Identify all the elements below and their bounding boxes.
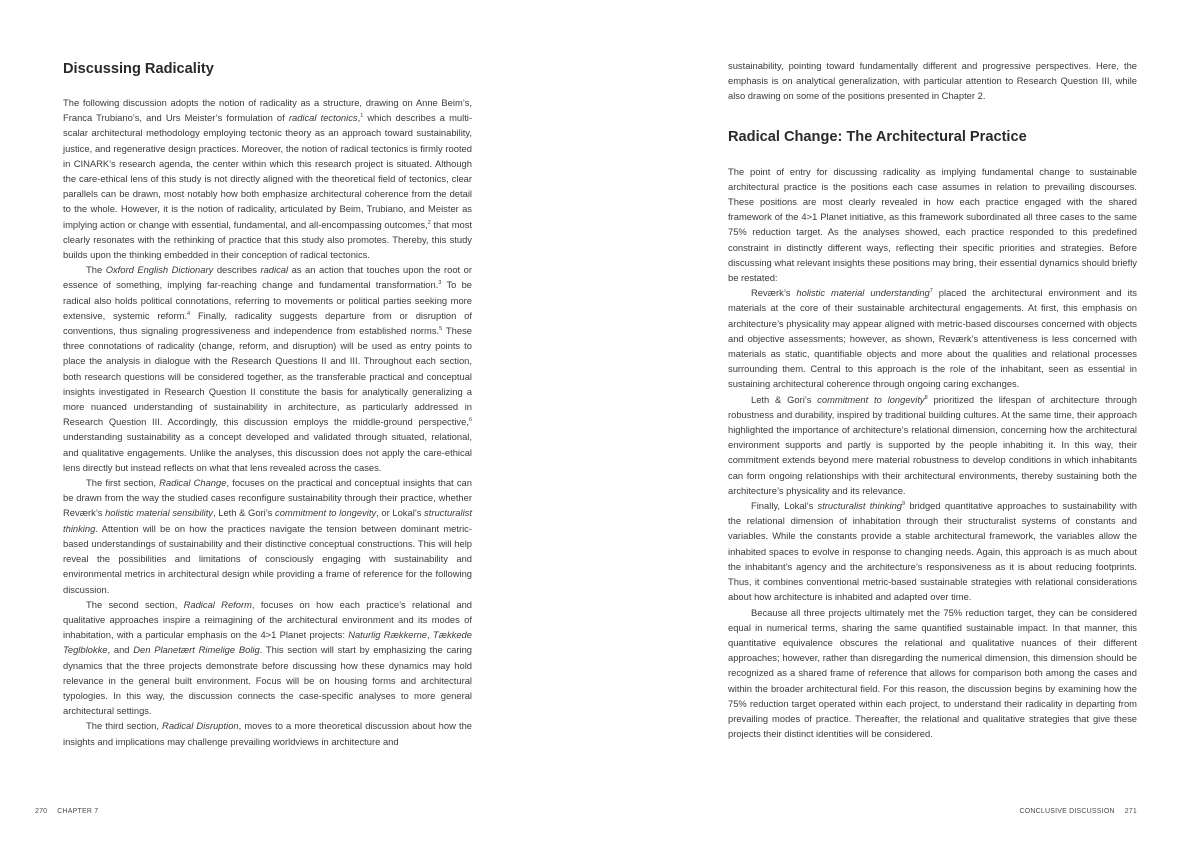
page-number-left: 270 <box>35 808 48 815</box>
italic-term: Den Planetært Rimelige Bolig <box>133 644 260 656</box>
left-footer <box>35 808 98 815</box>
text-run: Finally, radicality suggests departure from or disruption of conventions, thus signaling progressiveness and independence from established norms. <box>63 309 472 337</box>
text-run: , <box>427 629 433 641</box>
footnote-marker: 2 <box>427 219 431 226</box>
text-run: Because all three projects ultimately met the 75% reduction target, they can be considered equal in numerical terms, sharing the same quantified sustainable impact. In that manner, this quantitative equivalence obscures the relational and qualitative nuances of their different approaches; however, rather than disregarding the numerical dimension, this dimension should be recognized as a shared frame of reference that allows for comparison both among the cases and within the broader architectural field. For this reason, the discussion begins by examining how the 75% reduction target operated within each project, to understand their radicality in departing from prevailing modes of practice. Thereafter, the relational and qualitative strategies that give these projects their distinct identities will be considered. <box>728 606 1137 740</box>
text-run: The point of entry for discussing radicality as implying fundamental change to sustainable architectural practice is the positions each case assumes in relation to prevailing discourses. These positions are most clearly revealed in how each practice engaged with the shared framework of the 4>1 Planet initiative, as this framework subordinated all three cases to the same 75% reduction target. As the analyses showed, each practice responded to this predefined constraint in distinctly different ways, reflecting their specific priorities and strategies. Before discussing what relevant insights these positions may bring, their essential dynamics should briefly be restated: <box>728 165 1137 284</box>
section-heading-discussing-radicality: Discussing Radicality <box>63 61 214 77</box>
body-paragraph <box>63 262 472 475</box>
text-run: bridged quantitative approaches to sustainability with the relational dimension of inhabitation through their structuralist systems of constants and variables. While the constants provide a stable architectural framework, the variables allow the inhabited spaces to evolve in response to changing needs. Again, this approach is as much about the inhabitant’s agency and the architecture’s responsiveness as it is about reducing footprints. Thus, it combines conventional metric-based sustainable strategies with relational considerations about how architecture is inhabited and adapted over time. <box>728 500 1137 603</box>
text-run: , moves to a more theoretical discussion about how the insights and implications may challenge prevailing worldviews in architecture and <box>63 720 472 747</box>
footnote-marker: 5 <box>439 325 443 332</box>
italic-term: Naturlig Rækkerne <box>348 629 428 641</box>
left-body-text <box>63 95 472 749</box>
footnote-marker: 7 <box>929 288 933 295</box>
body-paragraph <box>728 498 1137 604</box>
text-run: The following discussion adopts the notion of radicality as a structure, drawing on Anne Beim’s, Franca Trubiano’s, and Urs Meister’s formulation of <box>63 97 472 124</box>
italic-term: holistic material sensibility <box>105 507 213 519</box>
body-paragraph <box>63 95 472 262</box>
text-run: understanding sustainability as a concept developed and validated through situated, relational, and qualitative engagements. Unlike the analyses, this discussion does not apply the care-ethical lens directly but instead reflects on what that lens revealed across the cases. <box>63 431 472 473</box>
text-run: These three connotations of radicality (change, reform, and disruption) will be used as entry points to place the analysis in dialogue with the Research Questions II and III. Throughout each section, both research questions will be considered together, as the transferable practical and conceptual insights investigated in Research Question II constitute the basis for analytically generalizing a more nuanced understanding of sustainability in architecture, as particularly addressed in Research Question III. Accordingly, this discussion employs the middle-ground perspective, <box>63 325 472 428</box>
italic-term: radical <box>260 264 289 276</box>
body-paragraph <box>63 597 472 719</box>
text-run: sustainability, pointing toward fundamentally different and progressive perspectives. Here, the emphasis is on analytical generalization, with particular attention to Research Question III, while also drawing on some of the positions presented in Chapter 2. <box>728 60 1137 102</box>
body-paragraph <box>728 164 1137 286</box>
footnote-marker: 4 <box>187 310 191 317</box>
text-run: prioritized the lifespan of architecture through robustness and durability, inspired by traditional building cultures. At the same time, their approach highlighted the importance of architecture’s relational dimension, concerning how the architectural environment supports and partly is supported by the people inhabiting it. In this way, their commitment extends beyond mere material robustness to develop conditions in which inhabitants can form ongoing relationships with their architectural environments, thereby sustaining both the architecture’s physicality and its relevance. <box>728 393 1137 496</box>
italic-term: Radical Change <box>159 477 227 489</box>
right-column <box>728 58 1137 741</box>
section-heading-radical-change: Radical Change: The Architectural Practice <box>728 128 1027 145</box>
text-run: Reværk’s <box>751 287 797 299</box>
text-run: The <box>86 264 106 276</box>
italic-term: Tækkede Teglblokke <box>63 629 472 656</box>
text-run: that most clearly resonates with the rethinking of practice that this study also promotes. Thereby, this study builds upon the thinking embedded in their conception of radical tectonics. <box>63 218 473 261</box>
text-run: The second section, <box>86 598 184 610</box>
footnote-marker: 9 <box>902 500 906 507</box>
text-run: Finally, Lokal’s <box>751 500 818 512</box>
body-paragraph <box>63 475 472 597</box>
text-run: , or Lokal’s <box>376 507 425 519</box>
running-footer-chapter: CHAPTER 7 <box>57 808 99 815</box>
text-run: describes <box>213 264 261 276</box>
text-run: . Attention will be on how the practices navigate the tension between dominant metric-based understandings of sustainability and their distinctive conceptual constructions. This will help reveal the possibilities and limitations of consciously engaging with sustainability and environmental metrics in architectural design while providing a frame of reference for the following discussion. <box>63 522 472 595</box>
footnote-marker: 3 <box>438 280 442 287</box>
footnote-marker: 8 <box>924 394 928 401</box>
right-body-text <box>728 164 1137 742</box>
text-run: placed the architectural environment and its materials at the core of their sustainable architectural engagements. At first, this emphasis on architecture’s physicality may appear aligned with metric-based discourses concerned with objects and objective assessments; however, as shown, Reværk’s attentiveness is less concerned with materials as static, quantifiable objects and more about the qualities and relational processes surrounding them. Central to this approach is the role of the inhabitant, seen as essential in sustaining architectural coherence through ongoing caring exchanges. <box>728 287 1137 390</box>
text-run: as an action that touches upon the root or essence of something, implying far-reaching change and fundamental transformation. <box>63 264 472 291</box>
right-continued-text <box>728 58 1137 104</box>
body-paragraph <box>728 392 1137 498</box>
text-run: Leth & Gori’s <box>751 393 818 405</box>
text-run: , Leth & Gori’s <box>213 507 275 519</box>
italic-term: structuralist thinking <box>63 507 472 534</box>
footnote-marker: 1 <box>360 113 364 120</box>
italic-term: structuralist thinking <box>817 500 903 512</box>
text-run: The first section, <box>86 477 160 489</box>
left-column <box>63 58 472 749</box>
italic-term: commitment to longevity <box>275 507 377 519</box>
right-page <box>600 0 1200 849</box>
text-run: The third section, <box>86 720 163 732</box>
page-number-right: 271 <box>1124 808 1137 815</box>
text-run: , focuses on the practical and conceptual insights that can be drawn from the way the studied cases reconfigure sustainability through their practice, whether Reværk’s <box>63 477 472 519</box>
footnote-marker: 6 <box>468 417 472 424</box>
italic-term: holistic material understanding <box>796 287 930 299</box>
text-run: , and <box>107 644 134 656</box>
italic-term: radical tectonics <box>288 112 358 124</box>
text-run: which describes a multi-scalar architectural methodology employing tectonic theory as an approach toward sustainability, justice, and regenerative design practices. Moreover, the notion of radical tectonics is firmly rooted in CINARK’s research agenda, the center within which this research project is situated. Although the care-ethical lens of this study is not directly aligned with the theoretical field of tectonics, clear parallels can be drawn, most notably how both emphasize architectural coherence from the detail to the whole. However, it is the notion of radicality, articulated by Beim, Trubiano, and Meister as implying action or change with essential, fundamental, and all-encompassing outcomes, <box>63 112 473 230</box>
italic-term: commitment to longevity <box>817 393 925 405</box>
text-run: To be radical also holds political connotations, referring to movements or political parties seeking more extensive, systemic reform. <box>63 279 472 321</box>
body-paragraph <box>63 718 472 748</box>
body-paragraph <box>728 605 1137 742</box>
right-footer <box>1020 808 1138 815</box>
italic-term: Radical Disruption <box>162 720 239 732</box>
running-footer-section: CONCLUSIVE DISCUSSION <box>1019 808 1115 815</box>
body-paragraph <box>728 285 1137 391</box>
text-run: , focuses on how each practice’s relational and qualitative approaches inspire a reimagining of the architectural environment and its modes of inhabitation, with a particular emphasis on the 4>1 Planet projects: <box>63 598 473 641</box>
text-run: , <box>357 112 361 124</box>
body-paragraph <box>728 58 1137 104</box>
italic-term: Radical Reform <box>183 598 252 610</box>
text-run: . This section will start by emphasizing the caring dynamics that the three projects demonstrate before discussing how these dynamics may hold relevance in the general built environment. Focus will be on housing forms and architectural typologies. In this way, the discussion connects the case-specific analyses to more general architectural settings. <box>63 644 472 717</box>
italic-term: Oxford English Dictionary <box>105 264 214 276</box>
